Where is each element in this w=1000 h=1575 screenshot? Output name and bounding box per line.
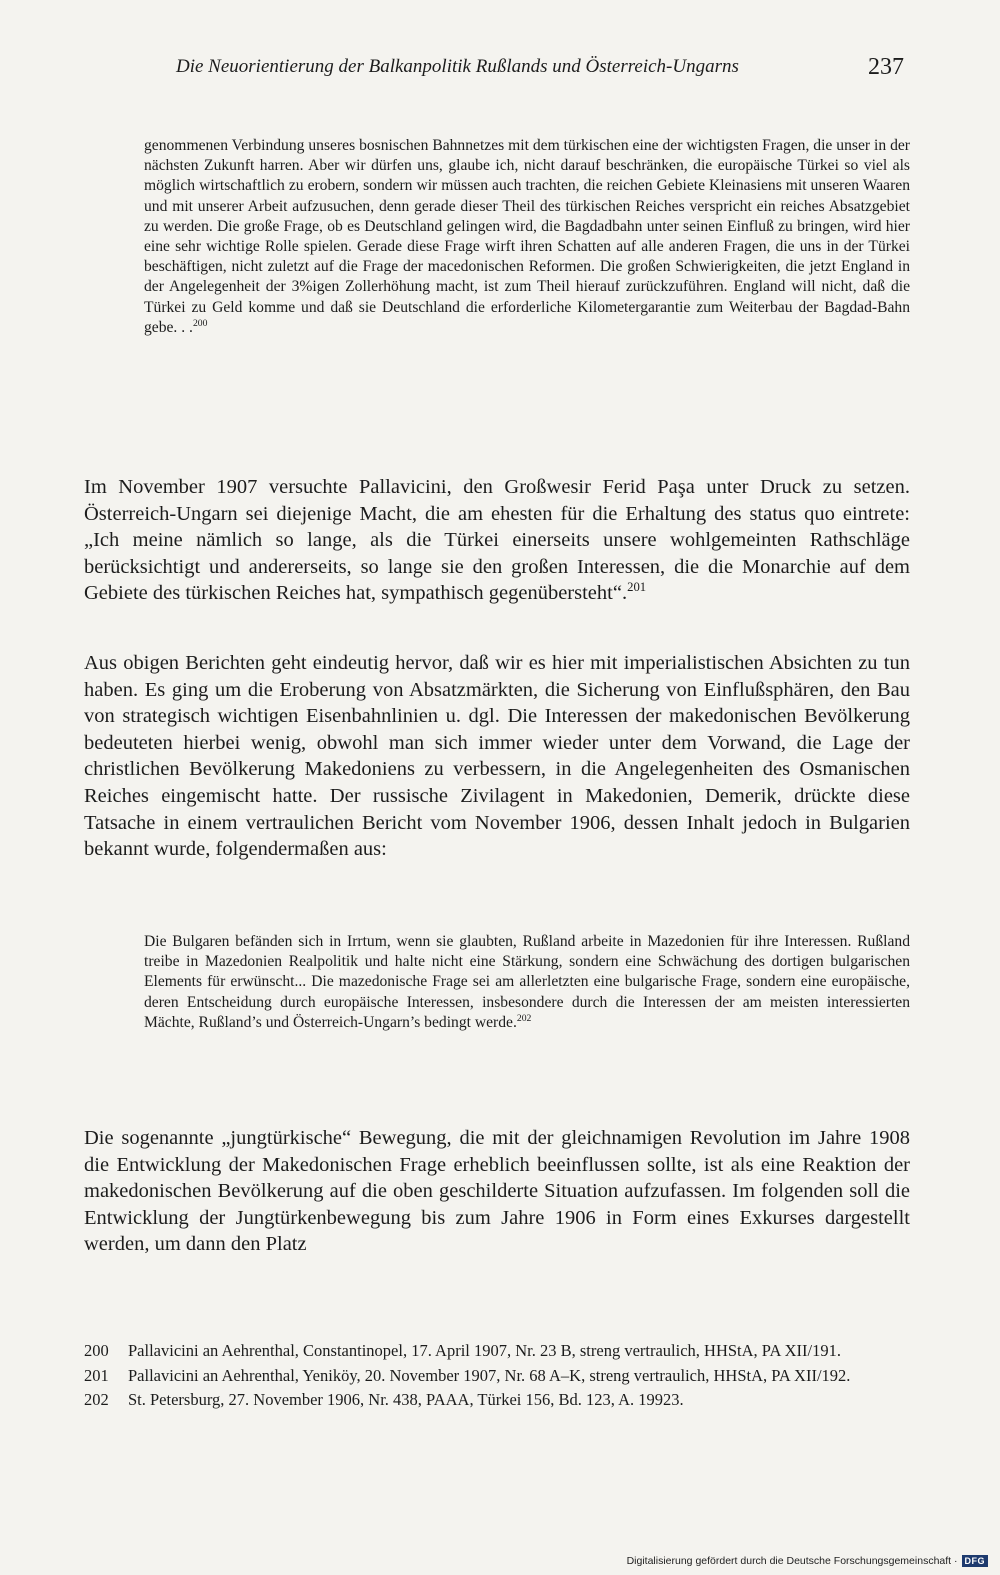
footnote-ref-202[interactable]: 202 (516, 1012, 532, 1024)
footnote-ref-201[interactable]: 201 (627, 580, 647, 595)
footnote-text: Pallavicini an Aehrenthal, Yeniköy, 20. November 1907, Nr. 68 A–K, streng vertraulich, HHStA, PA XII/192. (128, 1365, 851, 1385)
dfg-logo: DFG (962, 1555, 989, 1567)
footnote-200 (84, 1340, 910, 1363)
quote-text: genommenen Verbindung unseres bosnischen Bahnnetzes mit dem türkischen eine der wichtigsten Fragen, die unser in der nächsten Zukunft harren. Aber wir dürfen uns, glaube ich, nicht darauf beschränken, die europäische Türkei so viel als möglich wirtschaftlich zu erobern, sondern wir müssen auch trachten, die reichen Gebiete Kleinasiens mit unseren Waaren und mit unserer Arbeit aufzusuchen, denn gerade dieser Theil des türkischen Reiches verspricht ein reiches Absatzgebiet zu werden. Die große Frage, ob es Deutschland gelingen wird, die Bagdadbahn unter seinen Einfluß zu bringen, wird hier eine sehr wichtige Rolle spielen. Gerade diese Frage wirft ihren Schatten auf alle anderen Fragen, die uns in der Türkei beschäftigen, nicht zuletzt auf die Frage der macedonischen Reformen. Die großen Schwierigkeiten, die jetzt England in der Angelegenheit der 3%igen Zollerhöhung macht, ist zum Theil hierauf zurückzuführen. England will nicht, daß die Türkei zu Geld komme und daß sie Deutschland die erforderliche Kilometergarantie zum Weiterbau der Bagdad-Bahn gebe. . . (144, 137, 910, 336)
block-quote-1 (144, 136, 910, 338)
paragraph-text: Die sogenannte „jungtürkische“ Bewegung, die mit der gleichnamigen Revolution im Jahre 1908 die Entwicklung der Makedonischen Frage erheblich beeinflussen sollte, ist als eine Reaktion der makedonischen Bevölkerung auf die oben geschilderte Situation aufzufassen. Im folgenden soll die Entwicklung der Jungtürkenbewegung bis zum Jahre 1906 in Form eines Exkurses dargestellt werden, um dann den Platz (84, 1127, 910, 1256)
paragraph-1 (84, 474, 910, 607)
footnote-ref-200[interactable]: 200 (192, 317, 208, 329)
footnote-number: 202 (84, 1390, 109, 1409)
footnote-number: 201 (84, 1365, 109, 1385)
footnote-text: St. Petersburg, 27. November 1906, Nr. 438, PAAA, Türkei 156, Bd. 123, A. 19923. (128, 1390, 684, 1409)
quote-text: Die Bulgaren befänden sich in Irrtum, wenn sie glaubten, Rußland arbeite in Mazedonien für ihre Interessen. Rußland treibe in Mazedonien Realpolitik und halte nicht eine Stärkung, sondern eine Schwächung des dortigen bulgarischen Elements für erwünscht... Die mazedonische Frage sei am allerletzten eine bulgarische Frage, sondern eine europäische, deren Entscheidung durch europäische Interessen, insbesondere durch die Interessen der am meisten interessierten Mächte, Rußland’s und Österreich-Ungarn’s bedingt werde. (144, 933, 910, 1031)
footnote-201 (84, 1365, 910, 1388)
page-number: 237 (868, 54, 904, 80)
block-quote-2 (144, 932, 910, 1033)
footnote-text: Pallavicini an Aehrenthal, Constantinopel, 17. April 1907, Nr. 23 B, streng vertraulich, HHStA, PA XII/191. (128, 1341, 841, 1360)
paragraph-3 (84, 1125, 910, 1258)
footnotes (84, 1340, 910, 1414)
running-title: Die Neuorientierung der Balkanpolitik Rußlands und Österreich-Ungarns (176, 56, 739, 77)
credit-text: Digitalisierung gefördert durch die Deutsche Forschungsgemeinschaft · (626, 1555, 958, 1567)
paragraph-text: Im November 1907 versuchte Pallavicini, den Großwesir Ferid Paşa unter Druck zu setzen. Österreich-Ungarn sei diejenige Macht, die am ehesten für die Erhaltung des status quo eintrete: „Ich meine nämlich so lange, als die Türkei einerseits unsere wohlgemeinten Rathschläge berücksichtigt und andererseits, so lange sie den großen Interessen, die die Monarchie auf dem Gebiete des türkischen Reiches hat, sympathisch gegenübersteht“. (84, 476, 910, 605)
paragraph-2 (84, 650, 910, 863)
footnote-202 (84, 1389, 910, 1412)
digitization-credit (627, 1555, 988, 1567)
paragraph-text: Aus obigen Berichten geht eindeutig hervor, daß wir es hier mit imperialistischen Absichten zu tun haben. Es ging um die Eroberung von Absatzmärkten, die Sicherung von Einflußsphären, den Bau von strategisch wichtigen Eisenbahnlinien u. dgl. Die Interessen der makedonischen Bevölkerung bedeuteten hierbei wenig, obwohl man sich immer wieder unter dem Vorwand, die Lage der christlichen Bevölkerung Makedoniens zu verbessern, in die Angelegenheiten des Osmanischen Reiches eingemischt hatte. Der russische Zivilagent in Makedonien, Demerik, drückte diese Tatsache in einem vertraulichen Bericht vom November 1906, dessen Inhalt jedoch in Bulgarien bekannt wurde, folgendermaßen aus: (84, 652, 910, 861)
footnote-number: 200 (84, 1341, 109, 1360)
